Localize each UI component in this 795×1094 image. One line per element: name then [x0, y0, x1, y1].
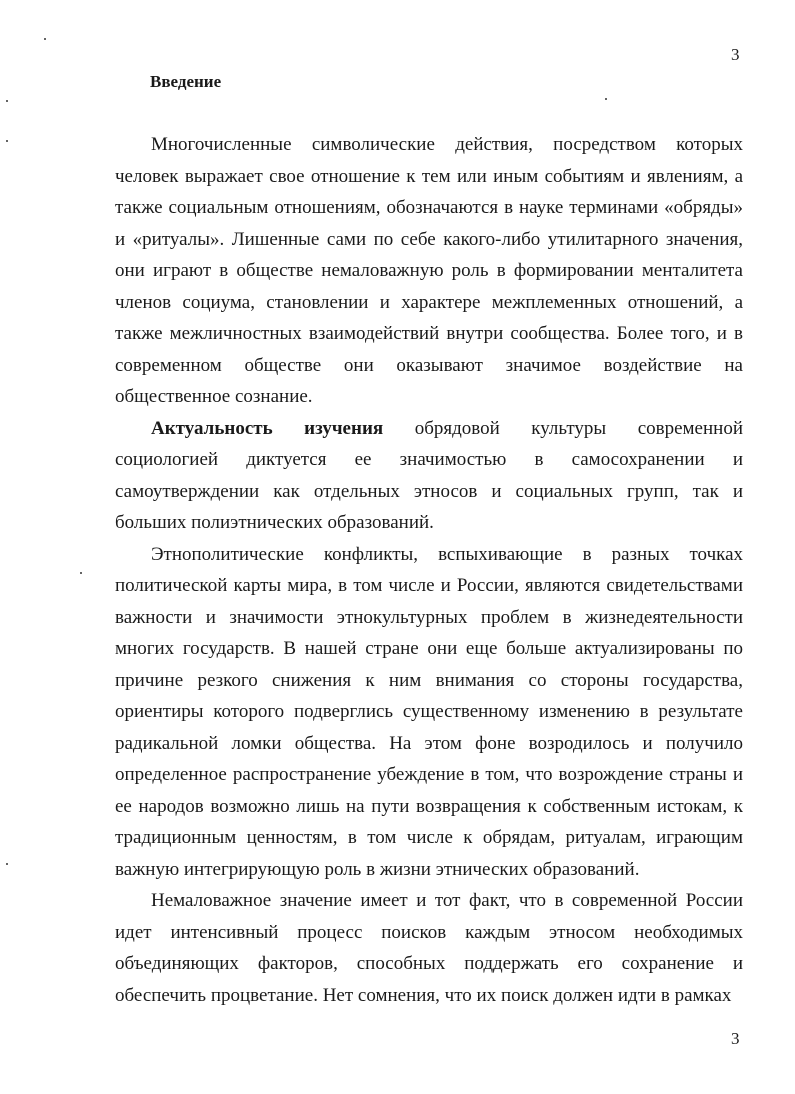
scan-speck — [6, 100, 8, 102]
scan-speck — [44, 38, 46, 40]
section-heading: Введение — [150, 72, 222, 91]
paragraph-text: Этнополитические конфликты, вспыхивающие в разных точках политической карты мира, в том числе и России, являются свидетельствами важности и значимости этнокультурных проблем в жизнедеятельности многих государств. В нашей стране они еще больше актуализированы по причине резкого снижения к ним внимания со стороны государства, ориентиры которого подверглись существенному изменению в результате радикальной ломки общества. На этом фоне возродилось и получило определенное распространение убеждение в том, что возрождение страны и ее народов возможно лишь на пути возвращения к собственным истокам, к традиционным ценностям, в том числе к обрядам, ритуалам, играющим важную интегрирующую роль в жизни этнических образований. — [115, 543, 743, 880]
body-text — [115, 129, 743, 1011]
paragraph-lead: Актуальность изучения — [151, 417, 384, 439]
paragraph-text: обрядовой культуры современной социологией диктуется ее значимостью в самосохранении и самоутверждении как отдельных этносов и социальных групп, так и больших полиэтнических образований. — [115, 417, 743, 533]
paragraph-text: Многочисленные символические действия, посредством которых человек выражает свое отношение к тем или иным событиям и явлениям, а также социальным отношениям, обозначаются в науке терминами «обряды» и «ритуалы». Лишенные сами по себе какого-либо утилитарного значения, они играют в обществе немаловажную роль в формировании менталитета членов социума, становлении и характере межплеменных отношений, а также межличностных взаимодействий внутри сообщества. Более того, и в современном обществе они оказывают значимое воздействие на общественное сознание. — [115, 134, 743, 407]
page-number-bottom: 3 — [731, 1029, 740, 1048]
paragraph-3 — [115, 539, 743, 886]
paragraph-1 — [115, 129, 743, 413]
scan-speck — [605, 98, 607, 100]
page-number-top: 3 — [731, 45, 740, 64]
paragraph-4 — [115, 885, 743, 1011]
scan-speck — [80, 572, 82, 574]
scan-speck — [6, 863, 8, 865]
paragraph-text: Немаловажное значение имеет и тот факт, что в современной России идет интенсивный процесс поисков каждым этносом необходимых объединяющих факторов, способных поддержать его сохранение и обеспечить процветание. Нет сомнения, что их поиск должен идти в рамках — [115, 890, 743, 1006]
paragraph-2 — [115, 413, 743, 539]
scan-speck — [6, 140, 8, 142]
